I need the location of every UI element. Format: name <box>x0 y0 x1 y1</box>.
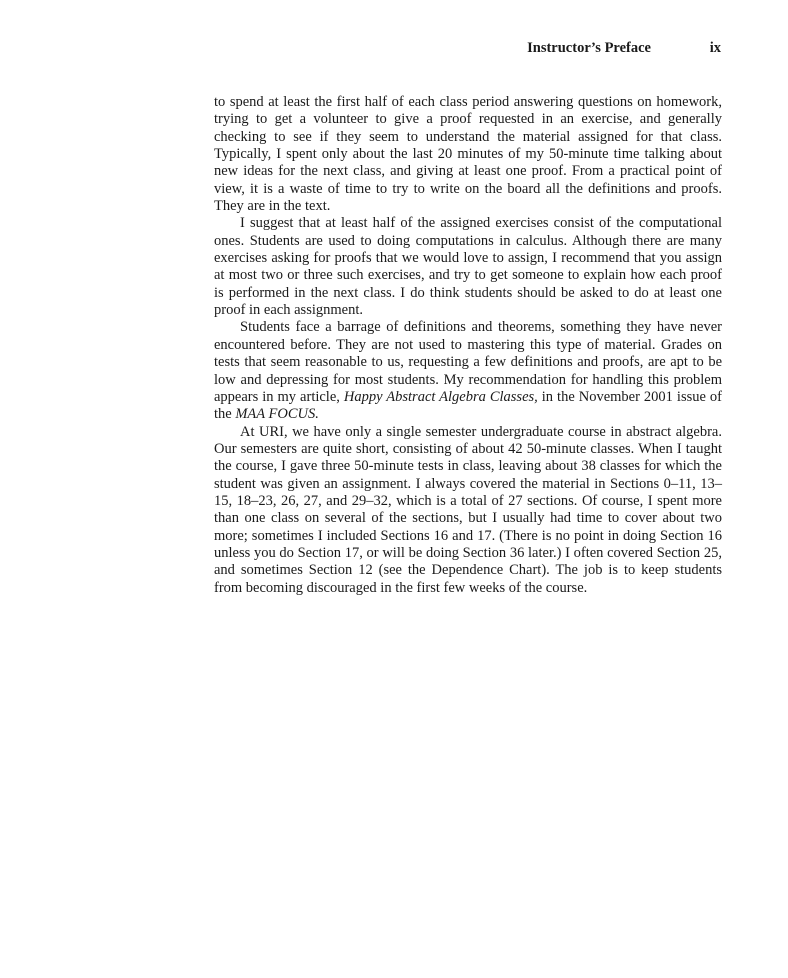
paragraph-3-text-before: Students face a barrage of definitions and theorems, something they have never encountered before. They are not used to mastering this type of material. Grades on tests that seem reasonable to us, requesting a few definitions and proofs, are apt to be low and depressing for most students. My recommendation for handling this problem appears in my article, <box>214 319 722 405</box>
running-header <box>214 38 722 58</box>
body-text <box>214 94 722 597</box>
paragraph-2: I suggest that at least half of the assigned exercises consist of the computational ones. Students are used to doing computations in calculus. Although there are many exercises asking for proofs that we would love to assign, I recommend that you assign at most two or three such exercises, and try to get someone to explain how each proof is performed in the next class. I do think students should be asked to do at least one proof in each assignment. <box>214 215 722 319</box>
page-number: ix <box>709 40 721 56</box>
paragraph-1: to spend at least the first half of each class period answering questions on homework, trying to get a volunteer to give a proof requested in an exercise, and generally checking to see if they seem to understand the material assigned for that class. Typically, I spent only about the last 20 minutes of my 50-minute time talking about new ideas for the next class, and giving at least one proof. From a practical point of view, it is a waste of time to try to write on the board all the definitions and proofs. They are in the text. <box>214 94 722 215</box>
paragraph-3-text-middle: in the November 2001 issue of the <box>214 388 722 423</box>
paragraph-4: At URI, we have only a single semester undergraduate course in abstract algebra. Our semesters are quite short, consisting of about 42 50-minute classes. When I taught the course, I gave three 50-minute tests in class, leaving about 38 classes for which the student was given an assignment. I always covered the material in Sections 0–11, 13–15, 18–23, 26, 27, and 29–32, which is a total of 27 sections. Of course, I spent more than one class on several of the sections, but I usually had time to cover about two more; sometimes I included Sections 16 and 17. (There is no point in doing Section 16 unless you do Section 17, or will be doing Section 36 later.) I often covered Section 25, and sometimes Section 12 (see the Dependence Chart). The job is to keep students from becoming discouraged in the first few weeks of the course. <box>214 423 722 596</box>
journal-name: MAA FOCUS. <box>235 406 319 423</box>
paragraph-3 <box>214 319 722 423</box>
header-title: Instructor’s Preface <box>527 40 651 56</box>
article-title: Happy Abstract Algebra Classes, <box>343 388 538 405</box>
